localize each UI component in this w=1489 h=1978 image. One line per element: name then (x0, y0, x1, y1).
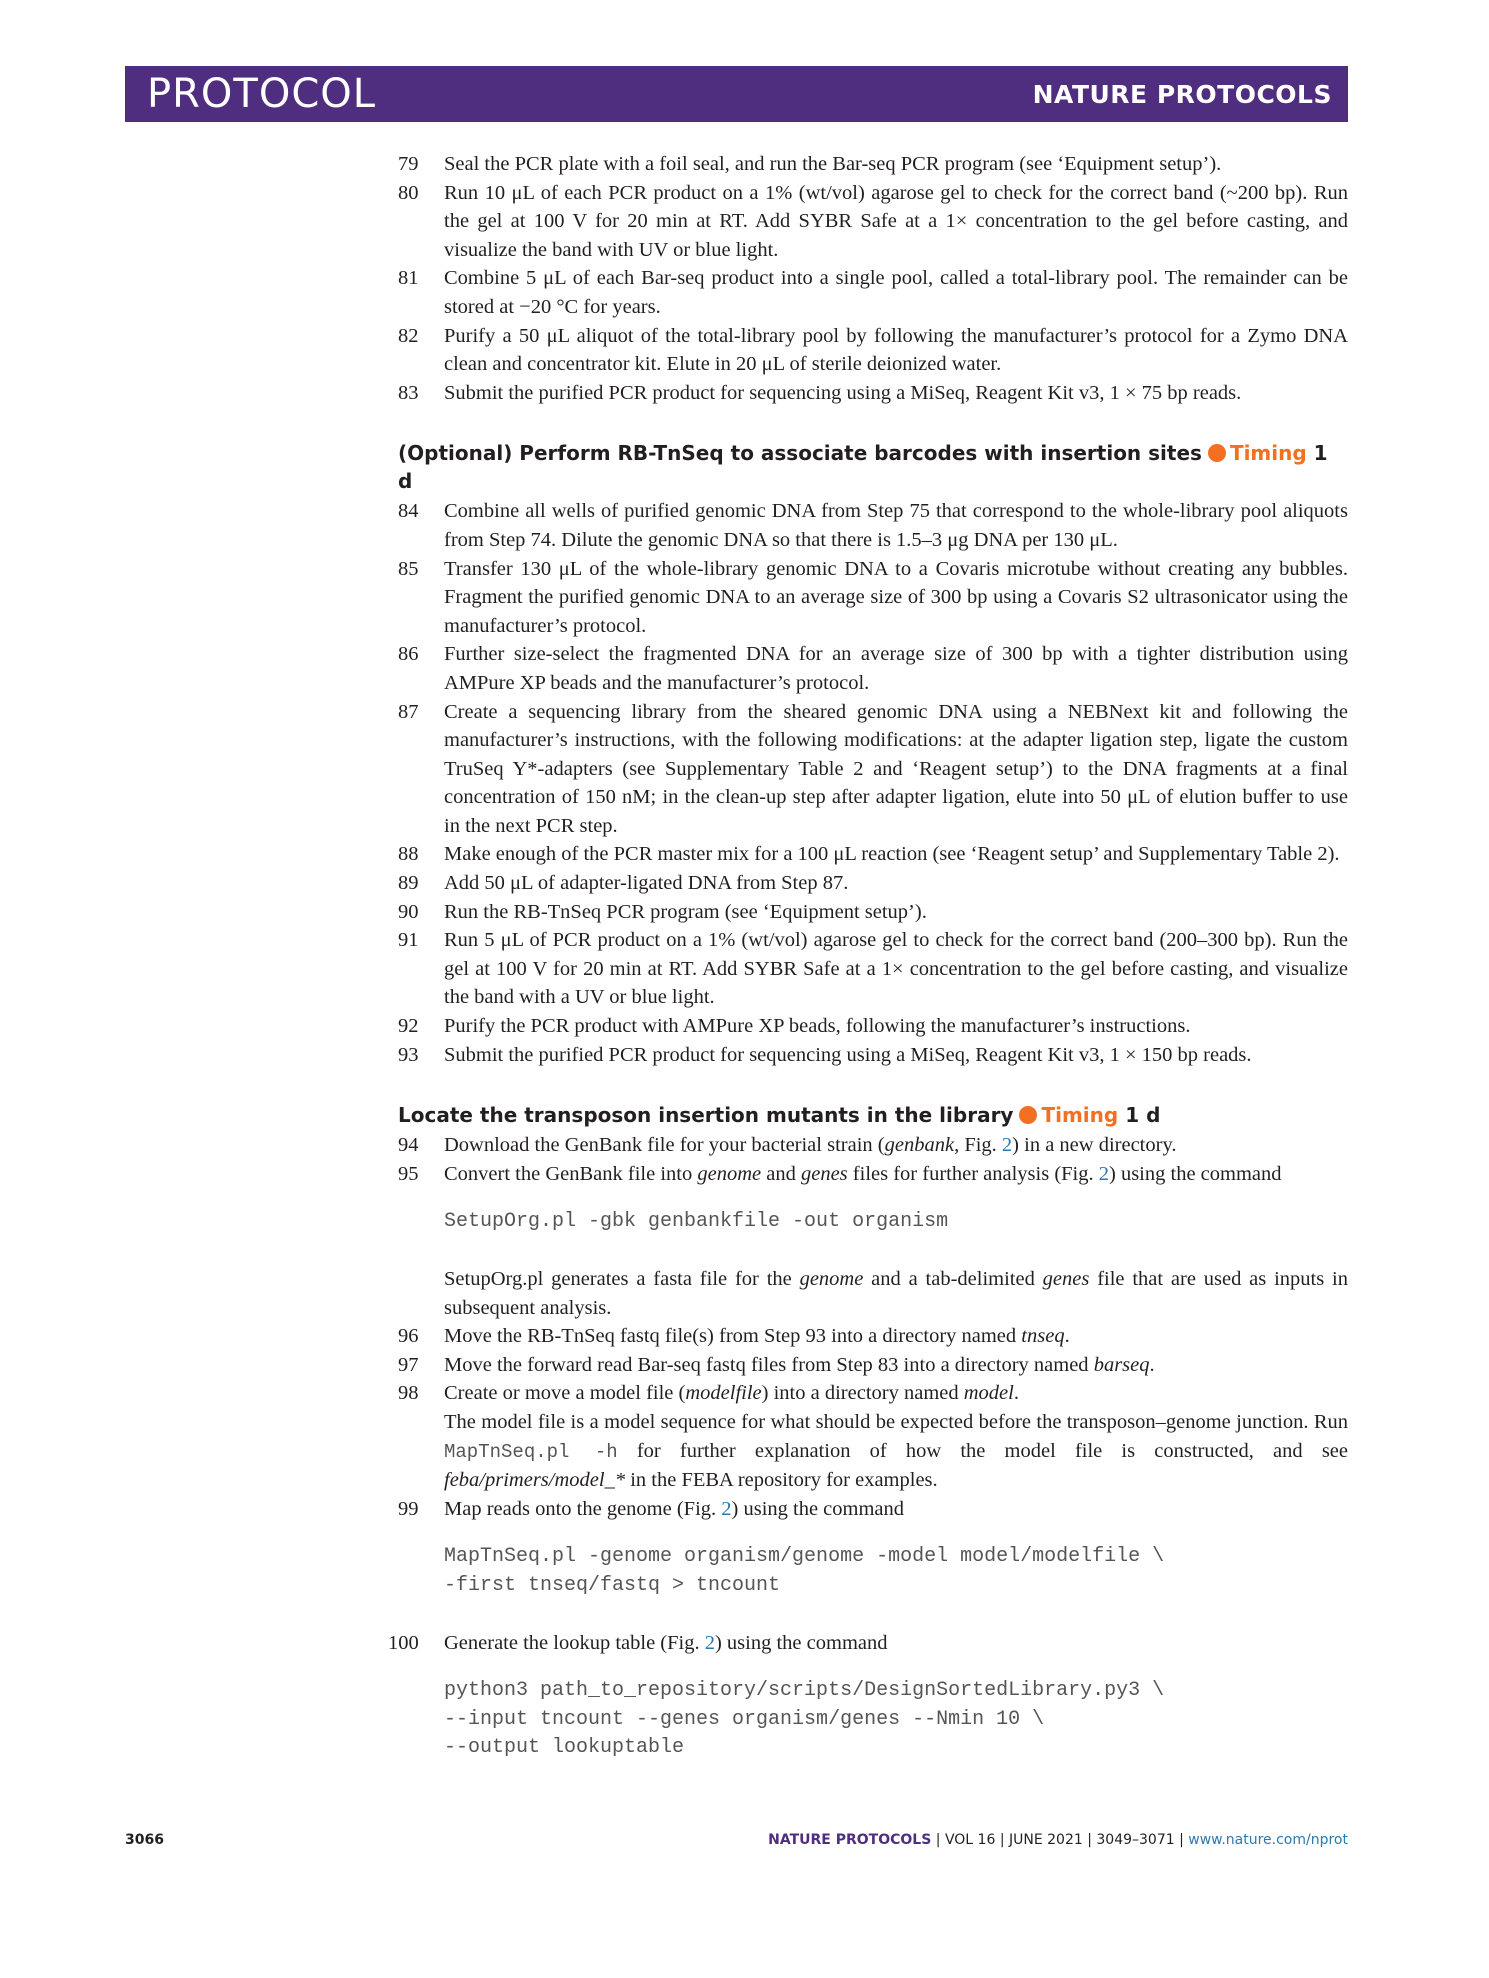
header-journal-name: NATURE PROTOCOLS (1032, 79, 1332, 109)
step-text: Combine all wells of purified genomic DNA from Step 75 that correspond to the whole-library pool aliquots from Step 74. Dilute the genomic DNA so that there is 1.5–3 μg DNA per 130 μL. (444, 500, 1348, 551)
step-text: Create a sequencing library from the sheared genomic DNA using a NEBNext kit and following the manufacturer’s instructions, with the following modifications: at the adapter ligation step, ligate the custom TruSeq Y*-adapters (see Supplementary Table 2 and ‘Reagent setup’) to the DNA fragments at a final concentration of 150 nM; in the clean-up step after adapter ligation, elute into 50 μL of elution buffer to use in the next PCR step. (444, 700, 1348, 837)
step-text-italic: model (963, 1382, 1014, 1405)
step-text: Seal the PCR plate with a foil seal, and run the Bar-seq PCR program (see ‘Equipment setup’). (444, 153, 1222, 175)
step-number: 95 (398, 1162, 419, 1185)
timing-dot-icon (1208, 444, 1226, 462)
step-84 (398, 497, 1348, 554)
step-text: Map reads onto the genome (Fig. (444, 1497, 722, 1520)
step-90 (398, 898, 1348, 927)
step-number: 79 (398, 153, 419, 175)
section-title: Locate the transposon insertion mutants in the library (398, 1103, 1014, 1128)
footer-citation: NATURE PROTOCOLS | VOL 16 | JUNE 2021 | 3049–3071 | www.nature.com/nprot (768, 1832, 1348, 1848)
step-text: in the FEBA repository for examples. (625, 1469, 938, 1492)
code-block-maptnseq (398, 1543, 1348, 1600)
step-95 (398, 1160, 1348, 1189)
step-81 (398, 264, 1348, 321)
step-79 (398, 150, 1348, 179)
step-number: 80 (398, 181, 419, 204)
step-95-note (398, 1265, 1348, 1322)
figure-link[interactable]: 2 (1098, 1162, 1109, 1185)
step-text: ) using the command (1109, 1162, 1282, 1185)
code-line: --input tncount --genes organism/genes --Nmin 10 \ (444, 1707, 1045, 1731)
step-100 (388, 1629, 1348, 1658)
step-text: Create or move a model file ( (444, 1382, 686, 1405)
step-text-italic: genome (799, 1268, 864, 1290)
step-93 (398, 1041, 1348, 1070)
figure-link[interactable]: 2 (704, 1631, 715, 1654)
step-number: 89 (398, 872, 419, 895)
step-text: ) into a directory named (761, 1382, 964, 1405)
step-86 (398, 640, 1348, 697)
step-98 (398, 1379, 1348, 1408)
step-text: Convert the GenBank file into (444, 1162, 698, 1185)
step-text-italic: tnseq (1021, 1325, 1065, 1348)
step-88 (398, 840, 1348, 869)
figure-link[interactable]: 2 (1001, 1134, 1013, 1157)
timing-label: Timing (1041, 1103, 1119, 1128)
step-number: 81 (398, 267, 419, 290)
step-text-italic: genbank (884, 1134, 955, 1157)
code-line: --output lookuptable (444, 1736, 685, 1760)
step-text-italic: barseq (1093, 1353, 1150, 1376)
step-text: , Fig. (954, 1134, 1002, 1157)
step-text: Move the RB-TnSeq fastq file(s) from Step 93 into a directory named (444, 1325, 1022, 1348)
step-number: 97 (398, 1353, 419, 1376)
step-number: 86 (398, 643, 419, 666)
step-text: Run the RB-TnSeq PCR program (see ‘Equipment setup’). (444, 900, 927, 923)
step-text: Purify a 50 μL aliquot of the total-library pool by following the manufacturer’s protocol for a Zymo DNA clean and concentrator kit. Elute in 20 μL of sterile deionized water. (444, 324, 1348, 376)
step-92 (398, 1012, 1348, 1041)
step-98-note (398, 1408, 1348, 1495)
figure-link[interactable]: 2 (721, 1497, 732, 1520)
step-text: Transfer 130 μL of the whole-library genomic DNA to a Covaris microtube without creating any bubbles. Fragment the purified genomic DNA to an average size of 300 bp using a Covaris S2 ultrasonicator using the manufacturer’s protocol. (444, 557, 1348, 637)
step-text-italic: genes (1042, 1268, 1090, 1290)
step-text: file that are used as inputs in subsequent analysis. (444, 1268, 1348, 1319)
step-text: ) in a new directory. (1012, 1134, 1177, 1157)
step-text: Make enough of the PCR master mix for a 100 μL reaction (see ‘Reagent setup’ and Supplementary Table 2). (444, 843, 1340, 866)
step-number: 93 (398, 1043, 419, 1066)
timing-dot-icon (1019, 1106, 1037, 1124)
inline-code: MapTnSeq.pl -h (444, 1440, 618, 1463)
step-number: 91 (398, 929, 419, 952)
timing-label: Timing (1229, 441, 1307, 466)
timing-value: 1 d (398, 441, 1328, 494)
code-line: -first tnseq/fastq > tncount (444, 1573, 781, 1597)
step-text: . (1149, 1353, 1155, 1376)
code-block-setuporg: SetupOrg.pl -gbk genbankfile -out organism (444, 1210, 949, 1234)
step-number: 98 (398, 1382, 419, 1405)
code-block-designsortedlibrary (398, 1677, 1348, 1763)
section-title: (Optional) Perform RB-TnSeq to associate barcodes with insertion sites (398, 441, 1202, 466)
step-89 (398, 869, 1348, 898)
step-number: 90 (398, 900, 419, 923)
step-text: and (761, 1162, 801, 1185)
code-line: python3 path_to_repository/scripts/DesignSortedLibrary.py3 \ (444, 1679, 1165, 1703)
step-number: 85 (398, 557, 419, 580)
step-text-italic: genes (800, 1162, 848, 1185)
step-text: Submit the purified PCR product for sequencing using a MiSeq, Reagent Kit v3, 1 × 150 bp reads. (444, 1043, 1252, 1066)
step-number: 96 (398, 1325, 419, 1348)
step-text: Add 50 μL of adapter-ligated DNA from Step 87. (444, 872, 849, 895)
footer-url-link[interactable]: www.nature.com/nprot (1188, 1832, 1348, 1848)
step-83 (398, 379, 1348, 408)
step-text-italic: feba/primers/model_* (444, 1469, 626, 1492)
step-number: 94 (398, 1134, 419, 1157)
step-text: Move the forward read Bar-seq fastq files from Step 83 into a directory named (444, 1353, 1094, 1376)
step-text: Further size-select the fragmented DNA for an average size of 300 bp with a tighter distribution using AMPure XP beads and the manufacturer’s protocol. (444, 643, 1348, 694)
step-number: 84 (398, 500, 419, 523)
step-text: Submit the purified PCR product for sequencing using a MiSeq, Reagent Kit v3, 1 × 75 bp reads. (444, 381, 1242, 404)
step-text: Combine 5 μL of each Bar-seq product into a single pool, called a total-library pool. The remainder can be stored at −20 °C for years. (444, 267, 1348, 318)
step-82 (398, 322, 1348, 379)
step-text: Purify the PCR product with AMPure XP beads, following the manufacturer’s instructions. (444, 1015, 1191, 1038)
step-text: for further explanation of how the model file is constructed, and see (617, 1439, 1348, 1462)
main-content (388, 150, 1348, 1763)
section-heading-locate-mutants (398, 1101, 1348, 1129)
step-text: Run 5 μL of PCR product on a 1% (wt/vol) agarose gel to check for the correct band (200–300 bp). Run the gel at 100 V for 20 min at RT. Add SYBR Safe at a 1× concentration to the gel before casting, and visualize the band with a UV or blue light. (444, 929, 1348, 1009)
step-number: 88 (398, 843, 419, 866)
section-heading-rbtnseq (398, 439, 1348, 495)
header-section-label: PROTOCOL (147, 71, 377, 117)
step-text: The model file is a model sequence for what should be expected before the transposon–genome junction. Run (444, 1410, 1348, 1433)
step-text-italic: modelfile (685, 1382, 762, 1405)
step-80 (398, 179, 1348, 265)
footer-journal: NATURE PROTOCOLS (768, 1832, 932, 1848)
step-text: Download the GenBank file for your bacterial strain ( (444, 1134, 885, 1157)
running-header (125, 66, 1348, 122)
step-text: ) using the command (731, 1497, 905, 1520)
step-94 (398, 1131, 1348, 1160)
step-text: files for further analysis (Fig. (847, 1162, 1099, 1185)
step-text: . (1013, 1382, 1019, 1405)
page-number: 3066 (125, 1832, 164, 1848)
code-line: MapTnSeq.pl -genome organism/genome -model model/modelfile \ (444, 1545, 1165, 1569)
step-number: 83 (398, 381, 419, 404)
step-text: and a tab-delimited (863, 1268, 1043, 1290)
step-91 (398, 926, 1348, 1012)
step-number: 100 (388, 1631, 419, 1654)
step-number: 87 (398, 700, 419, 723)
step-text-italic: genome (697, 1162, 762, 1185)
step-number: 99 (398, 1497, 419, 1520)
step-text: . (1064, 1325, 1070, 1348)
step-text: SetupOrg.pl generates a fasta file for the (444, 1268, 800, 1290)
step-87 (398, 698, 1348, 841)
step-text: ) using the command (714, 1631, 888, 1654)
step-text: Generate the lookup table (Fig. (444, 1631, 705, 1654)
timing-value: 1 d (1125, 1103, 1161, 1128)
step-number: 82 (398, 324, 419, 347)
step-number: 92 (398, 1015, 419, 1038)
step-96 (398, 1322, 1348, 1351)
step-85 (398, 555, 1348, 641)
step-99 (398, 1495, 1348, 1524)
step-text: Run 10 μL of each PCR product on a 1% (wt/vol) agarose gel to check for the correct band (~200 bp). Run the gel at 100 V for 20 min at RT. Add SYBR Safe at a 1× concentration to the gel before casting, and visualize the band with UV or blue light. (444, 181, 1348, 261)
footer-volume: VOL 16 | JUNE 2021 | 3049–3071 (944, 1832, 1175, 1848)
step-97 (398, 1351, 1348, 1380)
